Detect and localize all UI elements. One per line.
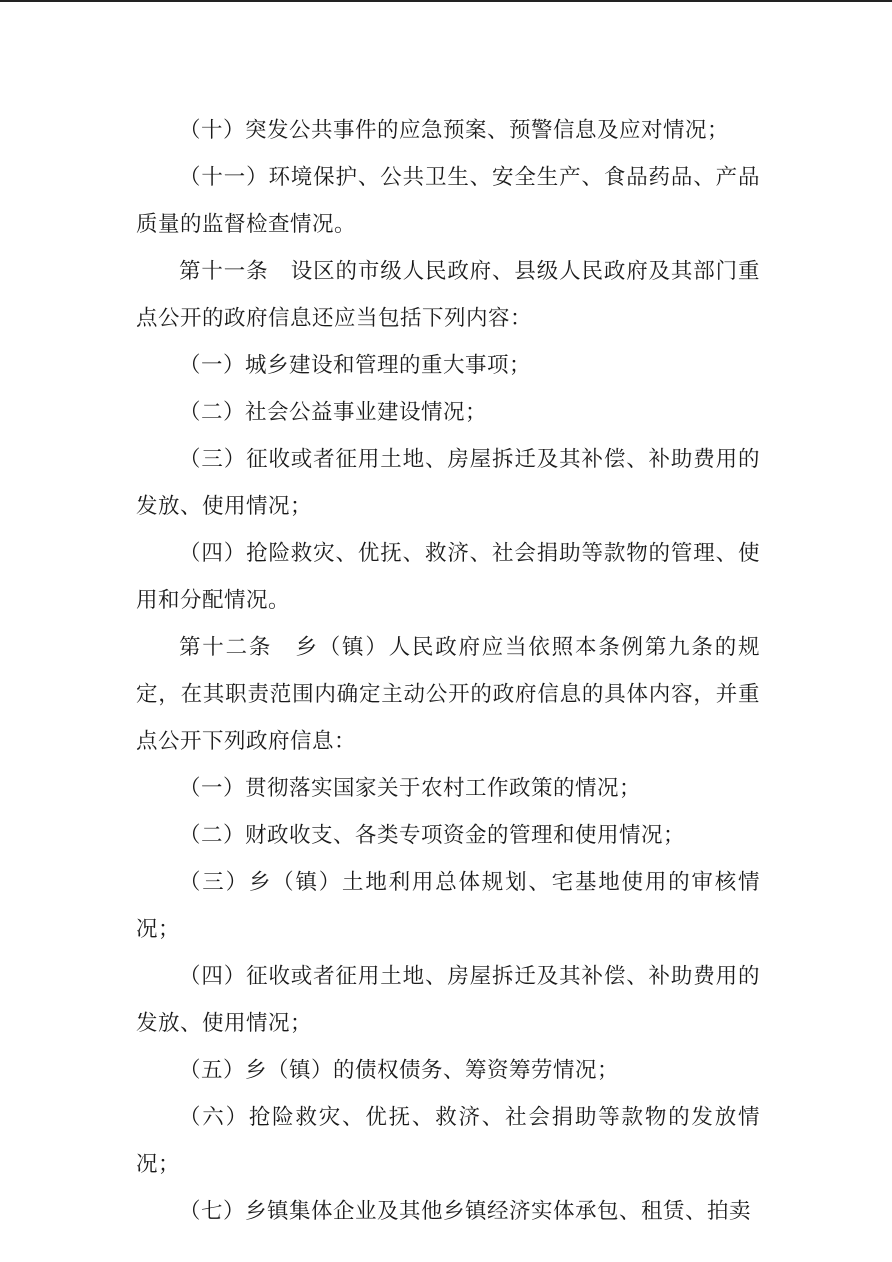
paragraph-article-11-item-2: （二）社会公益事业建设情况； <box>179 400 488 425</box>
top-border-line <box>0 0 892 2</box>
document-body <box>136 107 760 1235</box>
paragraph-article-12-item-4: （四）征收或者征用土地、房屋拆迁及其补偿、补助费用的发放、使用情况； <box>136 964 760 1036</box>
paragraph-item-11: （十一）环境保护、公共卫生、安全生产、食品药品、产品质量的监督检查情况。 <box>136 165 760 237</box>
paragraph-article-12-item-2: （二）财政收支、各类专项资金的管理和使用情况； <box>179 823 686 848</box>
paragraph-article-11-item-1: （一）城乡建设和管理的重大事项； <box>179 353 532 378</box>
paragraph-article-12-item-3: （三）乡（镇）土地利用总体规划、宅基地使用的审核情况； <box>136 870 760 942</box>
paragraph-article-11: 第十一条 设区的市级人民政府、县级人民政府及其部门重点公开的政府信息还应当包括下列内容： <box>136 259 760 331</box>
paragraph-article-11-item-3: （三）征收或者征用土地、房屋拆迁及其补偿、补助费用的发放、使用情况； <box>136 447 760 519</box>
paragraph-article-12-item-1: （一）贯彻落实国家关于农村工作政策的情况； <box>179 776 642 801</box>
paragraph-item-10: （十）突发公共事件的应急预案、预警信息及应对情况； <box>179 118 730 143</box>
paragraph-article-11-item-4: （四）抢险救灾、优抚、救济、社会捐助等款物的管理、使用和分配情况。 <box>136 541 760 613</box>
paragraph-article-12-item-5: （五）乡（镇）的债权债务、筹资筹劳情况； <box>179 1058 620 1083</box>
paragraph-article-12: 第十二条 乡（镇）人民政府应当依照本条例第九条的规定，在其职责范围内确定主动公开的政府信息的具体内容，并重点公开下列政府信息： <box>136 635 760 754</box>
paragraph-article-12-item-7: （七）乡镇集体企业及其他乡镇经济实体承包、租赁、拍卖 <box>179 1199 752 1224</box>
paragraph-article-12-item-6: （六）抢险救灾、优抚、救济、社会捐助等款物的发放情况； <box>136 1105 760 1177</box>
